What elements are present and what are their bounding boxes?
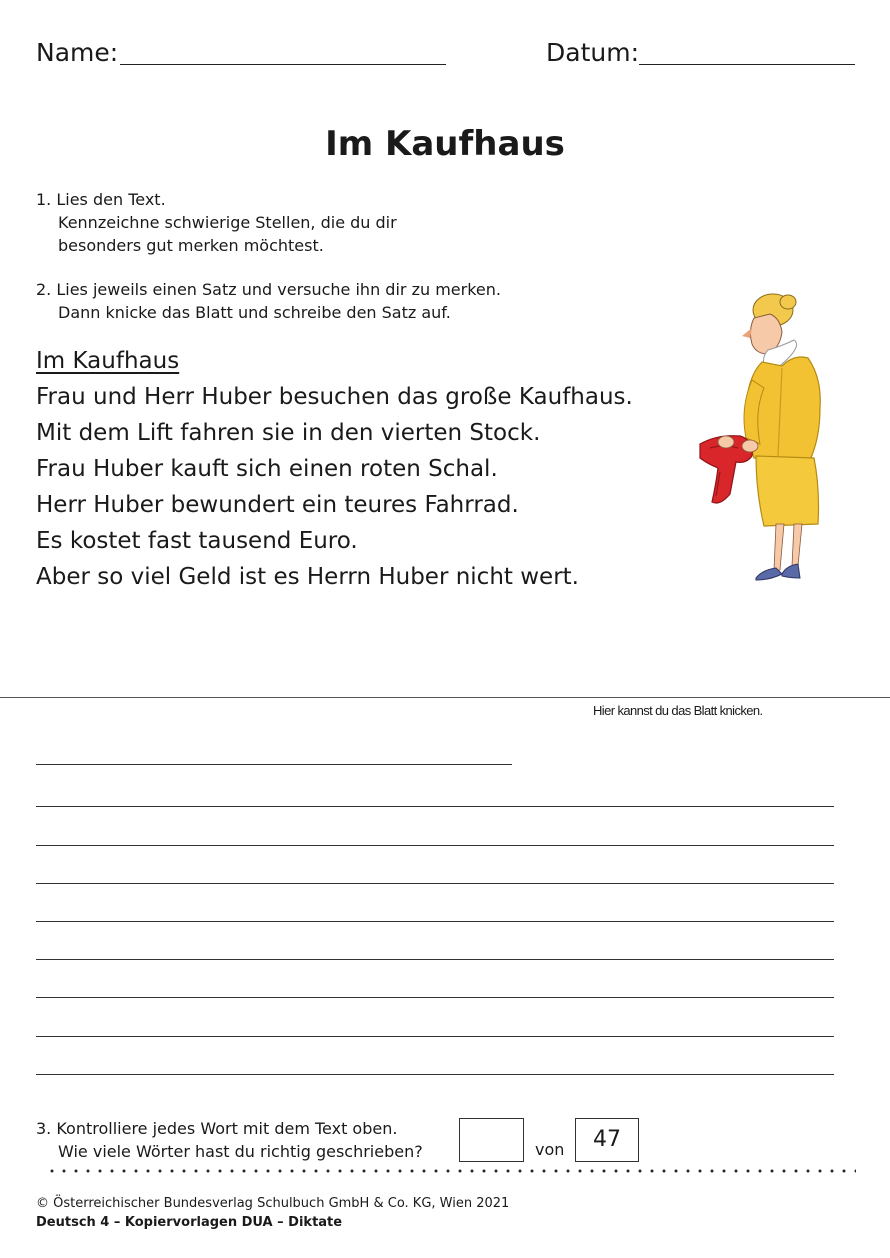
name-field[interactable]: [120, 64, 446, 65]
task-3-line-1: 3. Kontrolliere jedes Wort mit dem Text oben.: [36, 1119, 398, 1138]
task-1-line-1: 1. Lies den Text.: [36, 190, 166, 209]
story-sentence: Frau Huber kauft sich einen roten Schal.: [36, 456, 498, 482]
name-label: Name:: [36, 38, 119, 67]
task-2: [36, 278, 501, 324]
task-1-line-3: besonders gut merken möchtest.: [58, 236, 324, 255]
footer: [36, 1194, 509, 1232]
task-3-line-2: Wie viele Wörter hast du richtig geschrieben?: [58, 1142, 423, 1161]
footer-book: Deutsch 4 – Kopiervorlagen DUA – Diktate: [36, 1215, 343, 1230]
writing-line[interactable]: [36, 997, 834, 998]
date-label: Datum:: [546, 38, 639, 67]
task-2-line-2: Dann knicke das Blatt und schreibe den Satz auf.: [58, 303, 451, 322]
story-sentence: Mit dem Lift fahren sie in den vierten Stock.: [36, 420, 541, 446]
task-1: [36, 188, 397, 257]
writing-line[interactable]: [36, 806, 834, 807]
writing-line[interactable]: [36, 1074, 834, 1075]
task-1-line-2: Kennzeichne schwierige Stellen, die du dir: [58, 213, 397, 232]
footer-copyright: © Österreichischer Bundesverlag Schulbuch GmbH & Co. KG, Wien 2021: [36, 1196, 510, 1211]
story-title: Im Kaufhaus: [36, 348, 180, 374]
total-words-box: 47: [575, 1118, 639, 1162]
date-field[interactable]: [639, 64, 855, 65]
story-sentence: Es kostet fast tausend Euro.: [36, 528, 358, 554]
woman-illustration: [690, 288, 840, 588]
task-2-line-1: 2. Lies jeweils einen Satz und versuche ihn dir zu merken.: [36, 280, 501, 299]
von-label: von: [535, 1140, 565, 1159]
writing-line[interactable]: [36, 921, 834, 922]
title-writing-line[interactable]: [36, 764, 512, 765]
dotted-separator: [46, 1166, 856, 1176]
writing-line[interactable]: [36, 845, 834, 846]
writing-line[interactable]: [36, 959, 834, 960]
story-sentence: Frau und Herr Huber besuchen das große Kaufhaus.: [36, 384, 633, 410]
fold-hint: Hier kannst du das Blatt knicken.: [593, 703, 763, 718]
fold-line: [0, 697, 890, 698]
writing-line[interactable]: [36, 883, 834, 884]
story-sentence: Aber so viel Geld ist es Herrn Huber nicht wert.: [36, 564, 579, 590]
writing-line[interactable]: [36, 1036, 834, 1037]
task-3: [36, 1117, 423, 1163]
story-sentence: Herr Huber bewundert ein teures Fahrrad.: [36, 492, 519, 518]
correct-words-input[interactable]: [459, 1118, 524, 1162]
page-title: Im Kaufhaus: [325, 124, 565, 164]
story-text: [36, 343, 633, 595]
